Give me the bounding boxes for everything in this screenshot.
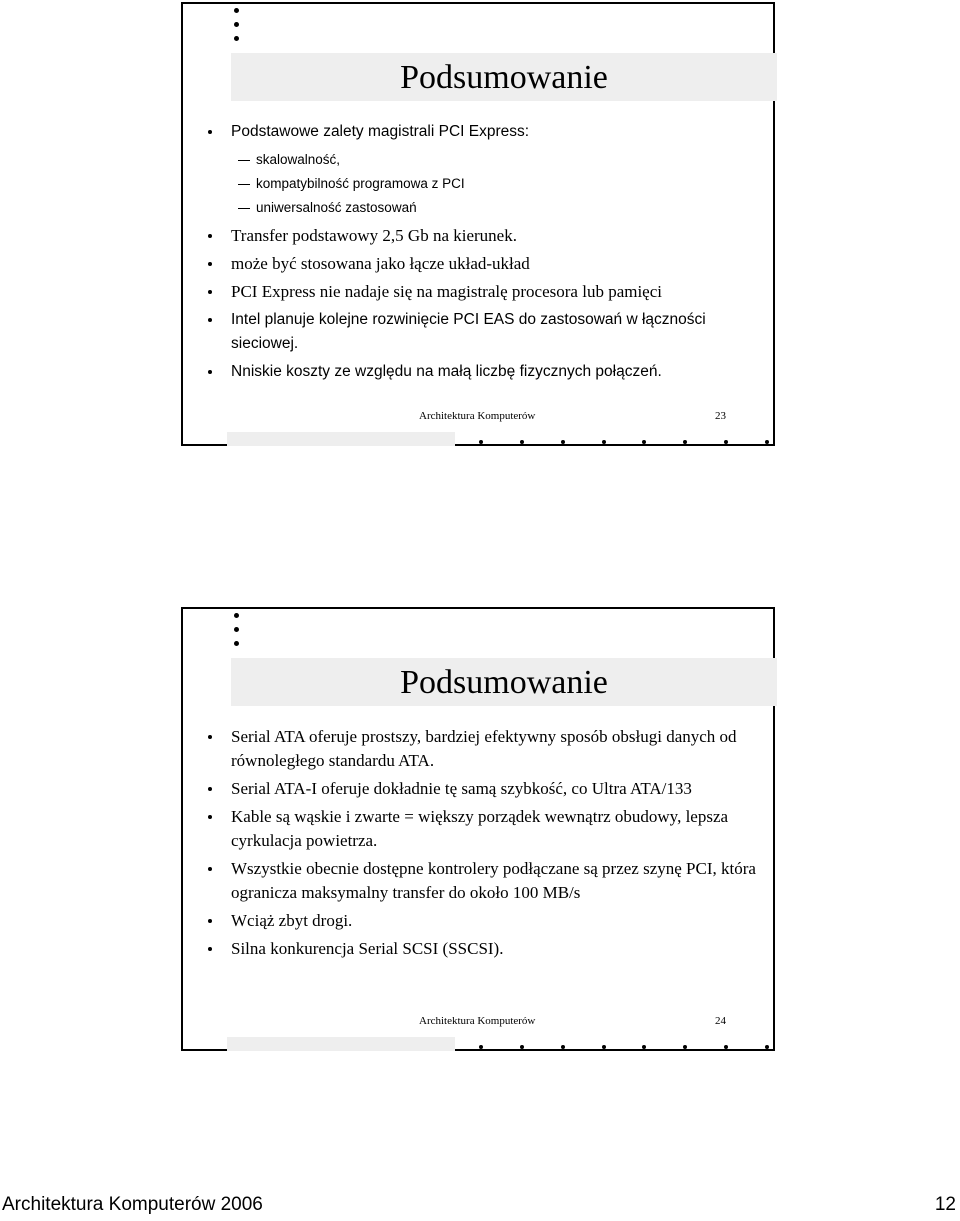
- bullet-item: może być stosowana jako łącze układ-układ: [205, 252, 759, 276]
- bullet-item: Intel planuje kolejne rozwinięcie PCI EAS do zastosowań w łączności sieciowej.: [205, 308, 759, 356]
- decorative-dots-top: [234, 613, 242, 655]
- slide-footer-text: Architektura Komputerów: [419, 410, 536, 422]
- bullet-item: Silna konkurencja Serial SCSI (SSCSI).: [205, 937, 759, 961]
- slide-content: [205, 120, 759, 388]
- page-footer-number: 12: [934, 1194, 956, 1215]
- sub-item: kompatybilność programowa z PCI: [205, 172, 759, 196]
- decorative-dots-bottom: [479, 440, 769, 446]
- footer-band: [227, 432, 455, 446]
- bullet-item: Transfer podstawowy 2,5 Gb na kierunek.: [205, 224, 759, 248]
- slide-title: Podsumowanie: [400, 59, 608, 96]
- slide-23: [181, 2, 775, 446]
- bullet-item: Serial ATA oferuje prostszy, bardziej efektywny sposób obsługi danych od równoległego standardu ATA.: [205, 725, 759, 773]
- sub-item: uniwersalność zastosowań: [205, 196, 759, 220]
- bullet-item: Wciąż zbyt drogi.: [205, 909, 759, 933]
- slide-page-number: 23: [715, 410, 726, 422]
- page-footer-title: Architektura Komputerów 2006: [2, 1194, 263, 1215]
- bullet-item: Serial ATA-I oferuje dokładnie tę samą szybkość, co Ultra ATA/133: [205, 777, 759, 801]
- bullet-item: Nniskie koszty ze względu na małą liczbę fizycznych połączeń.: [205, 360, 759, 384]
- slide-page-number: 24: [715, 1015, 726, 1027]
- decorative-dots-top: [234, 8, 242, 50]
- slide-title: Podsumowanie: [400, 664, 608, 701]
- footer-band: [227, 1037, 455, 1051]
- sub-item: skalowalność,: [205, 148, 759, 172]
- bullet-item: PCI Express nie nadaje się na magistralę procesora lub pamięci: [205, 280, 759, 304]
- bullet-item: Wszystkie obecnie dostępne kontrolery podłączane są przez szynę PCI, która ogranicza maksymalny transfer do około 100 MB/s: [205, 857, 759, 905]
- slide-24: [181, 607, 775, 1051]
- slide-footer-text: Architektura Komputerów: [419, 1015, 536, 1027]
- bullet-text: Podstawowe zalety magistrali PCI Express:: [231, 123, 530, 140]
- decorative-dots-bottom: [479, 1045, 769, 1051]
- bullet-item: [205, 120, 759, 144]
- bullet-item: Kable są wąskie i zwarte = większy porządek wewnątrz obudowy, lepsza cyrkulacja powietrza.: [205, 805, 759, 853]
- slide-content: [205, 725, 759, 965]
